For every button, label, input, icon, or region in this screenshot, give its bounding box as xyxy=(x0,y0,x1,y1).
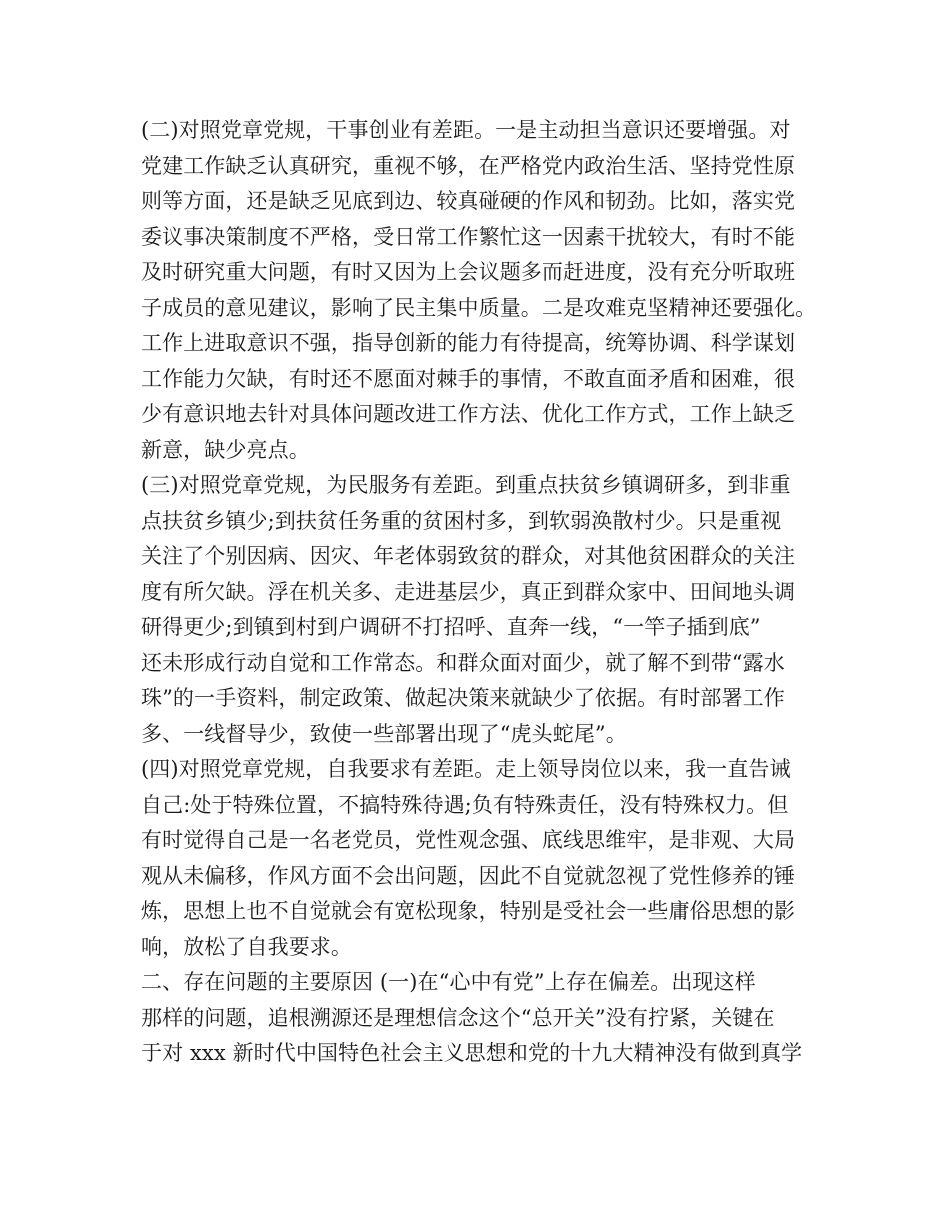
text-line: 则等方面，还是缺乏见底到边、较真碰硬的作风和韧劲。比如，落实党 xyxy=(141,189,796,213)
text-line: 响，放松了自我要求。 xyxy=(141,934,352,959)
text-line: 关注了个别因病、因灾、年老体弱致贫的群众，对其他贫困群众的关注 xyxy=(141,544,796,568)
document-body xyxy=(141,113,831,1072)
text-line: 有时觉得自己是一名老党员，党性观念强、底线思维牢，是非观、大局 xyxy=(141,828,796,852)
text-line: 炼，思想上也不自觉就会有宽松现象，特别是受社会一些庸俗思想的影 xyxy=(141,899,796,923)
text-line: 度有所欠缺。浮在机关多、走进基层少，真正到群众家中、田间地头调 xyxy=(141,579,796,604)
text-line: (三)对照党章党规，为民服务有差距。到重点扶贫乡镇调研多，到非重 xyxy=(141,473,791,497)
text-line: 点扶贫乡镇少;到扶贫任务重的贫困村多，到软弱涣散村少。只是重视 xyxy=(141,508,782,533)
text-line: 子成员的意见建议，影响了民主集中质量。二是攻难克坚精神还要强化。 xyxy=(141,295,817,320)
text-line: 工作能力欠缺，有时还不愿面对棘手的事情，不敢直面矛盾和困难，很 xyxy=(141,366,796,391)
text-line: 于对 xxx 新时代中国特色社会主义思想和党的十九大精神没有做到真学 xyxy=(141,1041,803,1065)
text-line: 二、存在问题的主要原因 (一)在“心中有党”上存在偏差。出现这样 xyxy=(141,970,756,994)
text-line: 新意，缺少亮点。 xyxy=(141,437,310,462)
text-line: 珠”的一手资料，制定政策、做起决策来就缺少了依据。有时部署工作 xyxy=(141,686,785,710)
text-line: 那样的问题，追根溯源还是理想信念这个“总开关”没有拧紧，关键在 xyxy=(141,1005,775,1030)
text-line: 研得更少;到镇到村到户调研不打招呼、直奔一线，“一竿子插到底” xyxy=(141,615,761,639)
text-line: (四)对照党章党规，自我要求有差距。走上领导岗位以来，我一直告诫 xyxy=(141,757,791,781)
text-line: 还未形成行动自觉和工作常态。和群众面对面少，就了解不到带“露水 xyxy=(141,650,785,675)
text-line: 多、一线督导少，致使一些部署出现了“虎头蛇尾”。 xyxy=(141,721,627,746)
text-line: 观从未偏移，作风方面不会出问题，因此不自觉就忽视了党性修养的锤 xyxy=(141,863,796,888)
text-line: 自己:处于特殊位置，不搞特殊待遇;负有特殊责任，没有特殊权力。但 xyxy=(141,792,789,817)
text-line: 党建工作缺乏认真研究，重视不够，在严格党内政治生活、坚持党性原 xyxy=(141,153,796,178)
text-line: 工作上进取意识不强，指导创新的能力有待提高，统筹协调、科学谋划 xyxy=(141,331,796,355)
text-line: 委议事决策制度不严格，受日常工作繁忙这一因素干扰较大，有时不能 xyxy=(141,224,796,249)
text-line: 及时研究重大问题，有时又因为上会议题多而赶进度，没有充分听取班 xyxy=(141,260,796,284)
text-line: (二)对照党章党规，干事创业有差距。一是主动担当意识还要增强。对 xyxy=(141,118,791,142)
text-line: 少有意识地去针对具体问题改进工作方法、优化工作方式，工作上缺乏 xyxy=(141,402,796,426)
